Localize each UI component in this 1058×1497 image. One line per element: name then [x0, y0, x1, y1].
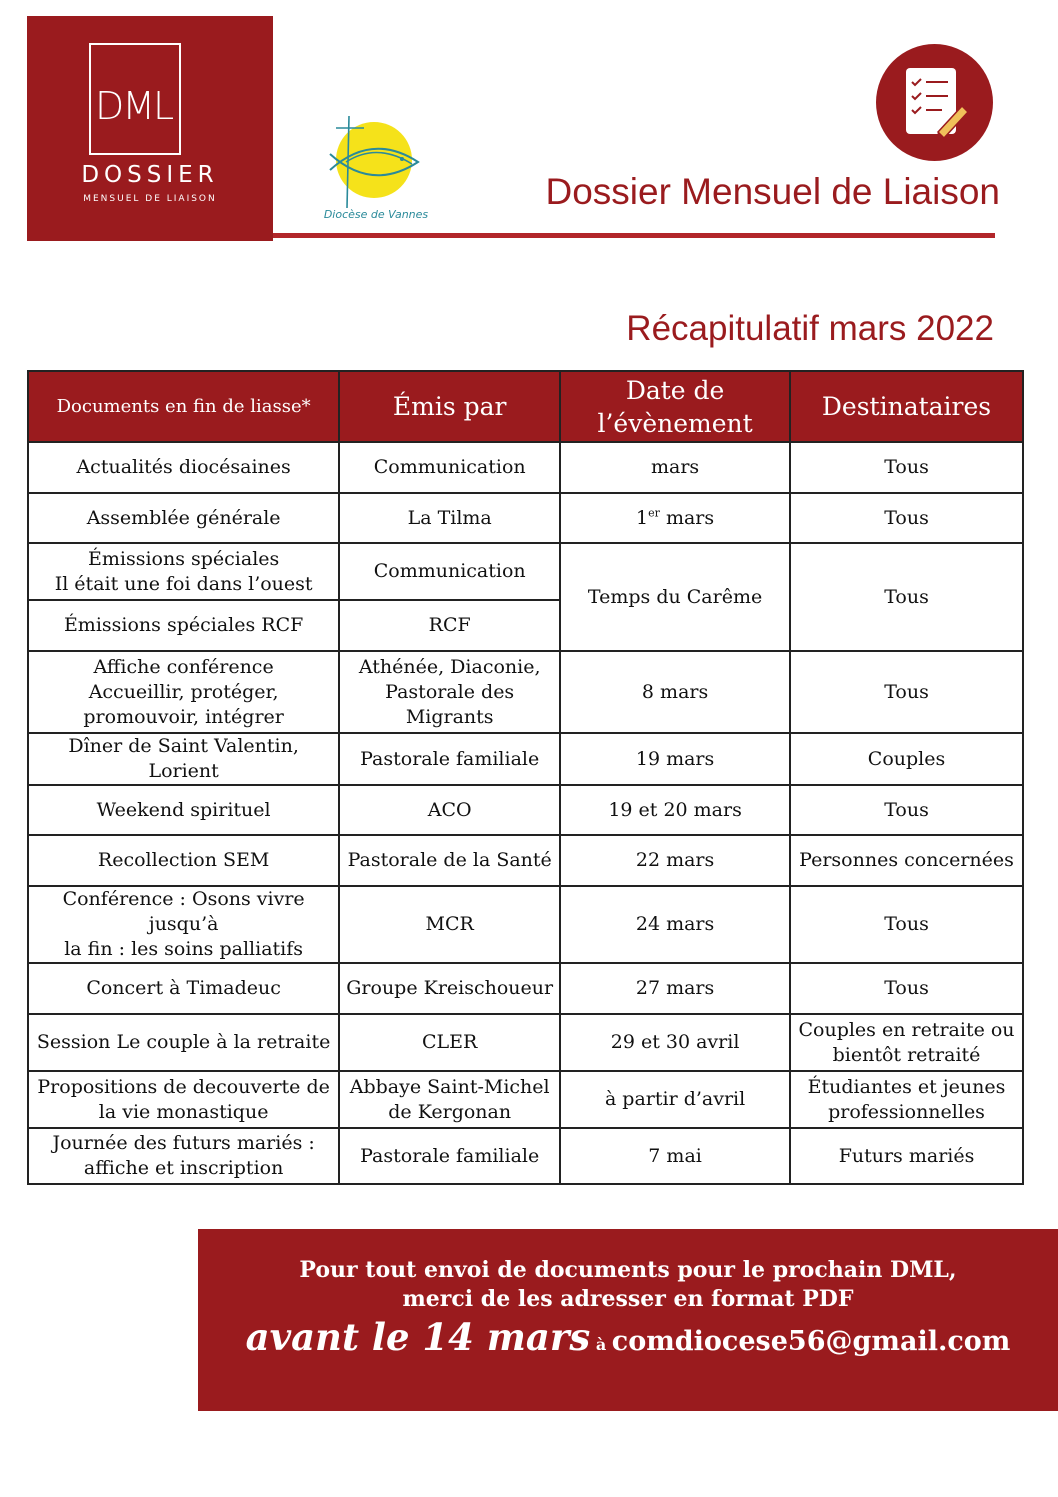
header-documents: Documents en fin de liasse* [28, 371, 339, 442]
cell-emis-par: Pastorale familiale [339, 1128, 560, 1184]
cell-destinataires: Futurs mariés [790, 1128, 1023, 1184]
submission-banner [198, 1229, 1058, 1411]
banner-line2: merci de les adresser en format PDF [402, 1286, 854, 1312]
checklist-icon [876, 44, 993, 161]
dml-logo [27, 16, 273, 241]
cell-document: Session Le couple à la retraite [28, 1014, 339, 1071]
table-row [28, 442, 1023, 493]
banner-a: à [595, 1335, 607, 1354]
table-row [28, 835, 1023, 886]
table-header-row [28, 371, 1023, 442]
cell-document [28, 651, 339, 733]
cell-emis-par: Communication [339, 543, 560, 600]
recap-title: Récapitulatif mars 2022 [626, 309, 994, 348]
cell-line: Athénée, Diaconie, [358, 655, 541, 678]
email-address: comdiocese56@gmail.com [611, 1326, 1011, 1357]
cell-line: Pastorale des Migrants [385, 680, 515, 728]
table-row [28, 886, 1023, 963]
cell-line: professionnelles [828, 1100, 985, 1123]
cell-date: mars [560, 442, 790, 493]
date-number: 1 [636, 506, 649, 529]
cell-document [28, 1128, 339, 1184]
table-row [28, 543, 1023, 600]
cell-line: la vie monastique [98, 1100, 269, 1123]
banner-line3 [198, 1315, 1058, 1359]
table-row [28, 493, 1023, 543]
deadline-text: avant le 14 mars [245, 1315, 591, 1359]
cell-line: de Kergonan [388, 1100, 512, 1123]
cell-line: Il était une foi dans l’ouest [54, 572, 313, 595]
header-divider [273, 233, 995, 238]
cell-document [28, 543, 339, 600]
cell-destinataires: Tous [790, 963, 1023, 1014]
table-row [28, 733, 1023, 785]
checklist-badge [876, 44, 993, 161]
cell-line: Propositions de decouverte de [37, 1075, 330, 1098]
cell-destinataires: Tous [790, 886, 1023, 963]
header-date [560, 371, 790, 442]
cell-destinataires: Tous [790, 442, 1023, 493]
table-row [28, 1128, 1023, 1184]
cell-line: Journée des futurs mariés : [52, 1132, 315, 1154]
logo-subtitle: MENSUEL DE LIAISON [83, 194, 217, 204]
cell-document [28, 1071, 339, 1128]
cell-destinataires: Couples [790, 733, 1023, 785]
cell-emis-par [339, 651, 560, 733]
cell-line: Accueillir, protéger, [88, 680, 279, 703]
cell-document: Actualités diocésaines [28, 442, 339, 493]
page-title: Dossier Mensuel de Liaison [545, 171, 1000, 212]
cell-destinataires: Personnes concernées [790, 835, 1023, 886]
cell-document: Dîner de Saint Valentin, Lorient [28, 733, 339, 785]
cell-line: affiche et inscription [83, 1157, 284, 1179]
cell-line: promouvoir, intégrer [83, 705, 284, 728]
logo-title: DOSSIER [81, 162, 219, 188]
cell-date: 8 mars [560, 651, 790, 733]
cell-document: Émissions spéciales RCF [28, 600, 339, 651]
cell-emis-par: CLER [339, 1014, 560, 1071]
table-row [28, 963, 1023, 1014]
cell-date: 22 mars [560, 835, 790, 886]
cell-date: 24 mars [560, 886, 790, 963]
cell-date: Temps du Carême [560, 543, 790, 651]
cell-date: 29 et 30 avril [560, 1014, 790, 1071]
cell-document: Weekend spirituel [28, 785, 339, 835]
cell-line: Émissions spéciales [87, 547, 280, 570]
diocese-caption: Diocèse de Vannes [323, 208, 429, 221]
cell-date [560, 493, 790, 543]
cell-date: à partir d’avril [560, 1071, 790, 1128]
cell-line: Affiche conférence [93, 655, 274, 678]
header-date-line2: l’évènement [597, 408, 753, 438]
cell-line: la fin : les soins palliatifs [64, 938, 304, 960]
cell-emis-par: MCR [339, 886, 560, 963]
cell-emis-par [339, 1071, 560, 1128]
cell-date: 27 mars [560, 963, 790, 1014]
cell-date: 19 mars [560, 733, 790, 785]
cell-emis-par: La Tilma [339, 493, 560, 543]
cell-emis-par: Communication [339, 442, 560, 493]
header-emis-par: Émis par [339, 371, 560, 442]
cell-date: 7 mai [560, 1128, 790, 1184]
cell-destinataires: Tous [790, 651, 1023, 733]
cell-line: Étudiantes et jeunes [807, 1075, 1006, 1098]
cell-emis-par: RCF [339, 600, 560, 651]
cell-emis-par: ACO [339, 785, 560, 835]
cell-destinataires: Tous [790, 785, 1023, 835]
date-superscript: er [648, 506, 660, 520]
cell-destinataires [790, 1071, 1023, 1128]
cell-emis-par: Pastorale de la Santé [339, 835, 560, 886]
cell-emis-par: Pastorale familiale [339, 733, 560, 785]
cell-line: Abbaye Saint-Michel [349, 1075, 550, 1098]
cell-destinataires: Tous [790, 543, 1023, 651]
date-month: mars [659, 506, 715, 529]
cell-document [28, 886, 339, 963]
cell-destinataires: Tous [790, 493, 1023, 543]
table-row [28, 785, 1023, 835]
cell-emis-par: Groupe Kreischoueur [339, 963, 560, 1014]
cell-document: Assemblée générale [28, 493, 339, 543]
table-row [28, 1014, 1023, 1071]
documents-table [27, 370, 1024, 1185]
cell-document: Recollection SEM [28, 835, 339, 886]
table-row [28, 651, 1023, 733]
cell-line: Conférence : Osons vivre jusqu’à [62, 888, 305, 935]
logo-letters: DML [95, 84, 173, 128]
cell-destinataires [790, 1014, 1023, 1071]
cell-line: bientôt retraité [832, 1043, 981, 1066]
cell-line: Couples en retraite ou [798, 1018, 1015, 1041]
cell-document: Concert à Timadeuc [28, 963, 339, 1014]
header-date-line1: Date de [625, 375, 725, 405]
cell-date: 19 et 20 mars [560, 785, 790, 835]
table-row [28, 1071, 1023, 1128]
header-destinataires: Destinataires [790, 371, 1023, 442]
banner-line1: Pour tout envoi de documents pour le prochain DML, [299, 1257, 957, 1283]
